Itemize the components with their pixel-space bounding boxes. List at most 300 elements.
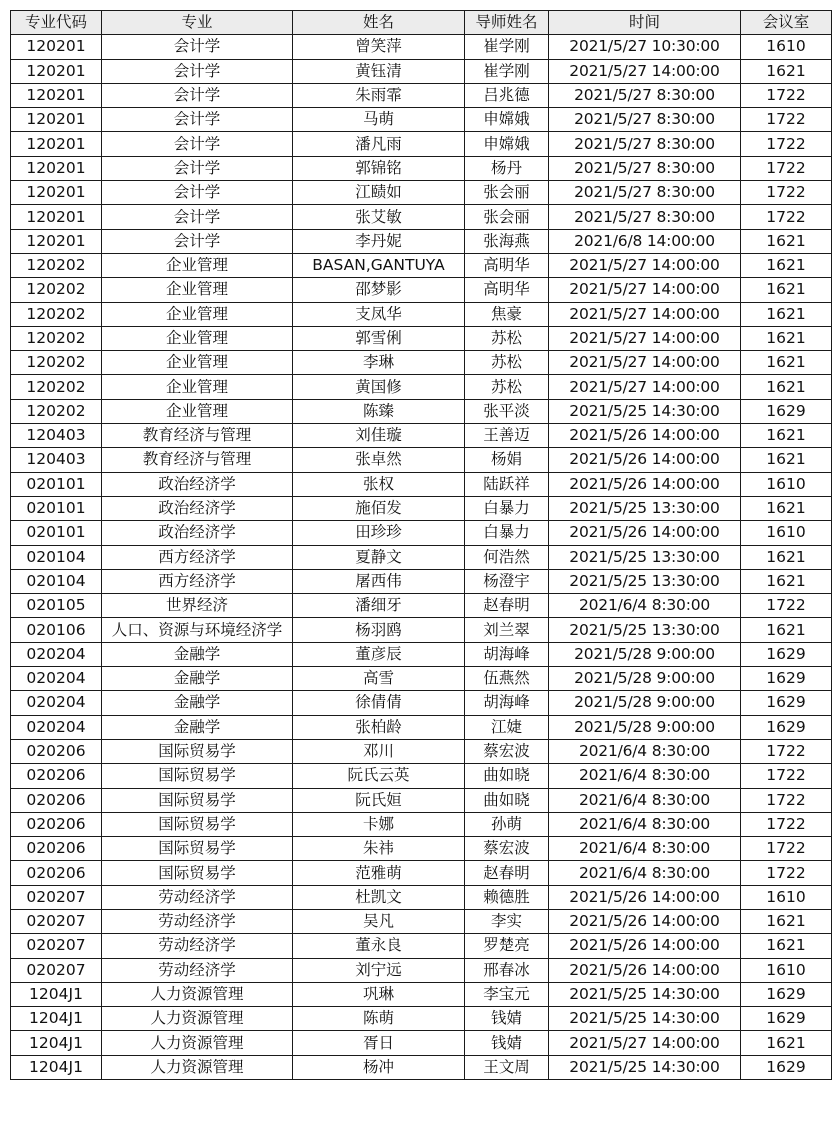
cell-major: 西方经济学 (102, 569, 293, 593)
cell-major-code: 020207 (11, 909, 102, 933)
cell-advisor: 杨澄宇 (465, 569, 549, 593)
cell-time: 2021/5/25 14:30:00 (549, 1007, 741, 1031)
cell-student-name: 刘佳璇 (293, 424, 465, 448)
table-row (11, 618, 832, 642)
cell-room: 1722 (741, 739, 832, 763)
cell-room: 1629 (741, 1055, 832, 1079)
table-row (11, 399, 832, 423)
cell-advisor: 伍燕然 (465, 667, 549, 691)
cell-time: 2021/5/27 14:00:00 (549, 351, 741, 375)
cell-student-name: 施佰发 (293, 496, 465, 520)
cell-time: 2021/5/27 8:30:00 (549, 132, 741, 156)
cell-advisor: 邢春冰 (465, 958, 549, 982)
table-row (11, 594, 832, 618)
cell-advisor: 高明华 (465, 278, 549, 302)
defense-schedule-table (10, 10, 832, 1080)
cell-major: 劳动经济学 (102, 934, 293, 958)
header-row (11, 11, 832, 35)
cell-major: 人力资源管理 (102, 1055, 293, 1079)
cell-major-code: 120201 (11, 83, 102, 107)
cell-major: 国际贸易学 (102, 812, 293, 836)
cell-major-code: 120201 (11, 59, 102, 83)
cell-major-code: 020101 (11, 472, 102, 496)
cell-room: 1621 (741, 59, 832, 83)
table-row (11, 302, 832, 326)
cell-time: 2021/6/4 8:30:00 (549, 764, 741, 788)
cell-student-name: 郭锦铭 (293, 156, 465, 180)
cell-time: 2021/5/27 14:00:00 (549, 375, 741, 399)
cell-room: 1722 (741, 205, 832, 229)
cell-room: 1629 (741, 691, 832, 715)
cell-time: 2021/6/4 8:30:00 (549, 837, 741, 861)
cell-major: 企业管理 (102, 253, 293, 277)
table-row (11, 132, 832, 156)
cell-student-name: 刘宁远 (293, 958, 465, 982)
cell-time: 2021/5/25 13:30:00 (549, 618, 741, 642)
cell-advisor: 崔学刚 (465, 35, 549, 59)
cell-student-name: 支凤华 (293, 302, 465, 326)
cell-major: 企业管理 (102, 302, 293, 326)
cell-advisor: 杨丹 (465, 156, 549, 180)
cell-major: 教育经济与管理 (102, 448, 293, 472)
cell-major-code: 120202 (11, 326, 102, 350)
cell-advisor: 申嫦娥 (465, 108, 549, 132)
cell-room: 1621 (741, 351, 832, 375)
cell-student-name: 邵梦影 (293, 278, 465, 302)
cell-major: 会计学 (102, 83, 293, 107)
cell-room: 1621 (741, 618, 832, 642)
table-row (11, 958, 832, 982)
cell-major: 教育经济与管理 (102, 424, 293, 448)
cell-room: 1722 (741, 812, 832, 836)
cell-major-code: 020206 (11, 764, 102, 788)
table-row (11, 861, 832, 885)
cell-student-name: 杨冲 (293, 1055, 465, 1079)
cell-room: 1621 (741, 569, 832, 593)
cell-student-name: 潘凡雨 (293, 132, 465, 156)
cell-major-code: 020207 (11, 885, 102, 909)
cell-student-name: 吴凡 (293, 909, 465, 933)
cell-room: 1621 (741, 326, 832, 350)
table-row (11, 108, 832, 132)
table-row (11, 885, 832, 909)
cell-time: 2021/6/4 8:30:00 (549, 861, 741, 885)
header-room: 会议室 (741, 11, 832, 35)
cell-student-name: 李丹妮 (293, 229, 465, 253)
cell-time: 2021/5/26 14:00:00 (549, 885, 741, 909)
cell-advisor: 赵春明 (465, 594, 549, 618)
cell-time: 2021/5/26 14:00:00 (549, 472, 741, 496)
table-row (11, 1031, 832, 1055)
cell-student-name: 陈臻 (293, 399, 465, 423)
table-row (11, 59, 832, 83)
cell-room: 1610 (741, 472, 832, 496)
cell-student-name: 田珍珍 (293, 521, 465, 545)
cell-major: 金融学 (102, 642, 293, 666)
cell-time: 2021/5/25 13:30:00 (549, 545, 741, 569)
cell-major: 世界经济 (102, 594, 293, 618)
cell-major: 金融学 (102, 691, 293, 715)
cell-advisor: 胡海峰 (465, 691, 549, 715)
cell-time: 2021/5/27 8:30:00 (549, 156, 741, 180)
cell-time: 2021/6/8 14:00:00 (549, 229, 741, 253)
cell-time: 2021/5/27 14:00:00 (549, 59, 741, 83)
cell-major-code: 020101 (11, 521, 102, 545)
cell-major-code: 120202 (11, 399, 102, 423)
cell-time: 2021/5/25 14:30:00 (549, 1055, 741, 1079)
cell-student-name: 夏静文 (293, 545, 465, 569)
cell-student-name: 杜凯文 (293, 885, 465, 909)
cell-student-name: 卡娜 (293, 812, 465, 836)
cell-major: 会计学 (102, 35, 293, 59)
cell-major: 会计学 (102, 205, 293, 229)
cell-student-name: 杨羽鸥 (293, 618, 465, 642)
cell-student-name: 朱雨霏 (293, 83, 465, 107)
cell-room: 1621 (741, 934, 832, 958)
cell-major-code: 120201 (11, 132, 102, 156)
cell-room: 1621 (741, 375, 832, 399)
cell-major-code: 120201 (11, 108, 102, 132)
table-row (11, 667, 832, 691)
cell-major: 国际贸易学 (102, 861, 293, 885)
cell-major: 企业管理 (102, 278, 293, 302)
cell-time: 2021/5/25 13:30:00 (549, 496, 741, 520)
cell-major: 会计学 (102, 156, 293, 180)
cell-room: 1621 (741, 229, 832, 253)
cell-student-name: 曾笑萍 (293, 35, 465, 59)
cell-major: 政治经济学 (102, 472, 293, 496)
cell-major-code: 120202 (11, 302, 102, 326)
cell-room: 1621 (741, 278, 832, 302)
cell-major: 国际贸易学 (102, 764, 293, 788)
cell-major: 劳动经济学 (102, 958, 293, 982)
cell-advisor: 曲如晓 (465, 764, 549, 788)
cell-major: 金融学 (102, 715, 293, 739)
cell-advisor: 吕兆德 (465, 83, 549, 107)
cell-room: 1629 (741, 399, 832, 423)
cell-time: 2021/5/27 14:00:00 (549, 278, 741, 302)
cell-room: 1621 (741, 1031, 832, 1055)
cell-room: 1621 (741, 253, 832, 277)
cell-major: 企业管理 (102, 351, 293, 375)
cell-room: 1722 (741, 764, 832, 788)
cell-major-code: 120403 (11, 424, 102, 448)
cell-time: 2021/5/25 14:30:00 (549, 399, 741, 423)
cell-student-name: 张权 (293, 472, 465, 496)
cell-major: 劳动经济学 (102, 885, 293, 909)
cell-major-code: 020206 (11, 861, 102, 885)
cell-student-name: 马萌 (293, 108, 465, 132)
table-row (11, 788, 832, 812)
cell-major-code: 1204J1 (11, 1031, 102, 1055)
cell-major: 人力资源管理 (102, 1007, 293, 1031)
cell-major-code: 120201 (11, 156, 102, 180)
cell-major: 企业管理 (102, 375, 293, 399)
cell-student-name: 潘细牙 (293, 594, 465, 618)
cell-major: 企业管理 (102, 326, 293, 350)
cell-room: 1629 (741, 667, 832, 691)
cell-room: 1621 (741, 545, 832, 569)
cell-major: 会计学 (102, 181, 293, 205)
cell-room: 1629 (741, 715, 832, 739)
table-row (11, 424, 832, 448)
table-row (11, 229, 832, 253)
cell-major: 会计学 (102, 108, 293, 132)
cell-student-name: 董永良 (293, 934, 465, 958)
cell-advisor: 高明华 (465, 253, 549, 277)
cell-student-name: 黄国修 (293, 375, 465, 399)
cell-time: 2021/5/27 14:00:00 (549, 302, 741, 326)
cell-student-name: 江赜如 (293, 181, 465, 205)
cell-major-code: 020206 (11, 837, 102, 861)
cell-student-name: 徐倩倩 (293, 691, 465, 715)
cell-student-name: BASAN,GANTUYA (293, 253, 465, 277)
cell-major: 会计学 (102, 229, 293, 253)
cell-room: 1722 (741, 837, 832, 861)
cell-time: 2021/6/4 8:30:00 (549, 788, 741, 812)
cell-time: 2021/5/27 14:00:00 (549, 1031, 741, 1055)
cell-major-code: 020206 (11, 812, 102, 836)
cell-time: 2021/5/27 8:30:00 (549, 181, 741, 205)
cell-student-name: 张卓然 (293, 448, 465, 472)
cell-time: 2021/5/26 14:00:00 (549, 424, 741, 448)
cell-room: 1621 (741, 302, 832, 326)
table-body (11, 35, 832, 1080)
cell-advisor: 李实 (465, 909, 549, 933)
cell-student-name: 胥日 (293, 1031, 465, 1055)
cell-advisor: 李宝元 (465, 982, 549, 1006)
cell-time: 2021/5/28 9:00:00 (549, 642, 741, 666)
cell-room: 1621 (741, 424, 832, 448)
cell-time: 2021/5/26 14:00:00 (549, 448, 741, 472)
cell-advisor: 胡海峰 (465, 642, 549, 666)
cell-student-name: 阮氏云英 (293, 764, 465, 788)
cell-major: 政治经济学 (102, 496, 293, 520)
header-name: 姓名 (293, 11, 465, 35)
cell-time: 2021/6/4 8:30:00 (549, 594, 741, 618)
table-row (11, 156, 832, 180)
table-row (11, 351, 832, 375)
table-row (11, 1055, 832, 1079)
table-row (11, 205, 832, 229)
cell-major-code: 020206 (11, 739, 102, 763)
cell-room: 1610 (741, 521, 832, 545)
cell-major-code: 020207 (11, 934, 102, 958)
cell-advisor: 申嫦娥 (465, 132, 549, 156)
cell-student-name: 陈萌 (293, 1007, 465, 1031)
cell-major: 人力资源管理 (102, 982, 293, 1006)
cell-room: 1722 (741, 861, 832, 885)
cell-room: 1722 (741, 181, 832, 205)
cell-room: 1621 (741, 496, 832, 520)
cell-student-name: 张艾敏 (293, 205, 465, 229)
cell-major: 政治经济学 (102, 521, 293, 545)
cell-major-code: 1204J1 (11, 1007, 102, 1031)
cell-advisor: 苏松 (465, 326, 549, 350)
cell-room: 1621 (741, 909, 832, 933)
cell-advisor: 苏松 (465, 375, 549, 399)
cell-advisor: 赖德胜 (465, 885, 549, 909)
cell-major-code: 020204 (11, 642, 102, 666)
cell-major: 国际贸易学 (102, 837, 293, 861)
cell-student-name: 范雅萌 (293, 861, 465, 885)
cell-major: 国际贸易学 (102, 739, 293, 763)
cell-advisor: 陆跃祥 (465, 472, 549, 496)
cell-major-code: 120201 (11, 35, 102, 59)
cell-advisor: 何浩然 (465, 545, 549, 569)
cell-major: 劳动经济学 (102, 909, 293, 933)
cell-advisor: 焦豪 (465, 302, 549, 326)
cell-major-code: 120403 (11, 448, 102, 472)
table-row (11, 739, 832, 763)
table-row (11, 375, 832, 399)
cell-major: 西方经济学 (102, 545, 293, 569)
cell-time: 2021/5/27 14:00:00 (549, 253, 741, 277)
cell-room: 1610 (741, 885, 832, 909)
table-row (11, 569, 832, 593)
cell-room: 1621 (741, 448, 832, 472)
cell-student-name: 董彦辰 (293, 642, 465, 666)
cell-time: 2021/5/28 9:00:00 (549, 691, 741, 715)
cell-room: 1629 (741, 1007, 832, 1031)
cell-time: 2021/5/27 8:30:00 (549, 205, 741, 229)
cell-advisor: 刘兰翠 (465, 618, 549, 642)
cell-major: 企业管理 (102, 399, 293, 423)
cell-room: 1722 (741, 788, 832, 812)
table-row (11, 812, 832, 836)
table-row (11, 448, 832, 472)
cell-time: 2021/5/26 14:00:00 (549, 909, 741, 933)
header-major: 专业 (102, 11, 293, 35)
cell-major-code: 020206 (11, 788, 102, 812)
table-row (11, 83, 832, 107)
table-row (11, 1007, 832, 1031)
header-time: 时间 (549, 11, 741, 35)
cell-time: 2021/6/4 8:30:00 (549, 812, 741, 836)
cell-advisor: 张海燕 (465, 229, 549, 253)
cell-major-code: 120202 (11, 351, 102, 375)
cell-advisor: 张平淡 (465, 399, 549, 423)
cell-room: 1610 (741, 35, 832, 59)
table-row (11, 35, 832, 59)
cell-major-code: 120201 (11, 181, 102, 205)
table-row (11, 326, 832, 350)
table-row (11, 545, 832, 569)
cell-major: 国际贸易学 (102, 788, 293, 812)
table-row (11, 837, 832, 861)
table-row (11, 909, 832, 933)
cell-advisor: 白暴力 (465, 521, 549, 545)
cell-student-name: 郭雪俐 (293, 326, 465, 350)
cell-advisor: 罗楚亮 (465, 934, 549, 958)
table-row (11, 982, 832, 1006)
cell-advisor: 钱婧 (465, 1007, 549, 1031)
cell-major-code: 020204 (11, 691, 102, 715)
cell-student-name: 张柏龄 (293, 715, 465, 739)
table-row (11, 496, 832, 520)
cell-student-name: 阮氏姮 (293, 788, 465, 812)
cell-advisor: 杨娟 (465, 448, 549, 472)
cell-time: 2021/5/28 9:00:00 (549, 667, 741, 691)
table-row (11, 934, 832, 958)
cell-major: 人力资源管理 (102, 1031, 293, 1055)
table-row (11, 181, 832, 205)
cell-time: 2021/5/26 14:00:00 (549, 934, 741, 958)
cell-advisor: 钱婧 (465, 1031, 549, 1055)
cell-time: 2021/5/25 14:30:00 (549, 982, 741, 1006)
cell-room: 1722 (741, 108, 832, 132)
cell-room: 1722 (741, 156, 832, 180)
cell-advisor: 王善迈 (465, 424, 549, 448)
cell-time: 2021/5/27 14:00:00 (549, 326, 741, 350)
cell-advisor: 曲如晓 (465, 788, 549, 812)
cell-advisor: 王文周 (465, 1055, 549, 1079)
table-row (11, 642, 832, 666)
cell-time: 2021/5/28 9:00:00 (549, 715, 741, 739)
cell-major-code: 020104 (11, 569, 102, 593)
cell-major: 金融学 (102, 667, 293, 691)
cell-time: 2021/5/27 8:30:00 (549, 108, 741, 132)
cell-advisor: 孙萌 (465, 812, 549, 836)
cell-major: 会计学 (102, 59, 293, 83)
cell-time: 2021/5/26 14:00:00 (549, 958, 741, 982)
header-major-code: 专业代码 (11, 11, 102, 35)
table-row (11, 764, 832, 788)
cell-major-code: 020101 (11, 496, 102, 520)
table-row (11, 521, 832, 545)
cell-major-code: 020204 (11, 715, 102, 739)
cell-student-name: 朱祎 (293, 837, 465, 861)
cell-student-name: 李琳 (293, 351, 465, 375)
cell-major-code: 120202 (11, 278, 102, 302)
cell-major: 会计学 (102, 132, 293, 156)
cell-room: 1722 (741, 594, 832, 618)
cell-advisor: 赵春明 (465, 861, 549, 885)
cell-time: 2021/5/26 14:00:00 (549, 521, 741, 545)
cell-advisor: 崔学刚 (465, 59, 549, 83)
cell-room: 1722 (741, 132, 832, 156)
cell-time: 2021/6/4 8:30:00 (549, 739, 741, 763)
cell-major-code: 020104 (11, 545, 102, 569)
cell-room: 1629 (741, 642, 832, 666)
cell-room: 1610 (741, 958, 832, 982)
cell-student-name: 黄钰清 (293, 59, 465, 83)
cell-room: 1722 (741, 83, 832, 107)
cell-advisor: 江婕 (465, 715, 549, 739)
cell-major-code: 120202 (11, 375, 102, 399)
cell-major-code: 120202 (11, 253, 102, 277)
cell-advisor: 蔡宏波 (465, 837, 549, 861)
cell-time: 2021/5/27 10:30:00 (549, 35, 741, 59)
cell-major-code: 020204 (11, 667, 102, 691)
cell-advisor: 蔡宏波 (465, 739, 549, 763)
cell-major-code: 120201 (11, 229, 102, 253)
cell-major-code: 020207 (11, 958, 102, 982)
cell-advisor: 白暴力 (465, 496, 549, 520)
cell-advisor: 苏松 (465, 351, 549, 375)
cell-student-name: 巩琳 (293, 982, 465, 1006)
cell-major-code: 1204J1 (11, 1055, 102, 1079)
cell-advisor: 张会丽 (465, 205, 549, 229)
cell-major-code: 120201 (11, 205, 102, 229)
table-row (11, 253, 832, 277)
cell-student-name: 高雪 (293, 667, 465, 691)
table-row (11, 691, 832, 715)
cell-major: 人口、资源与环境经济学 (102, 618, 293, 642)
cell-major-code: 020106 (11, 618, 102, 642)
cell-student-name: 屠西伟 (293, 569, 465, 593)
cell-time: 2021/5/27 8:30:00 (549, 83, 741, 107)
